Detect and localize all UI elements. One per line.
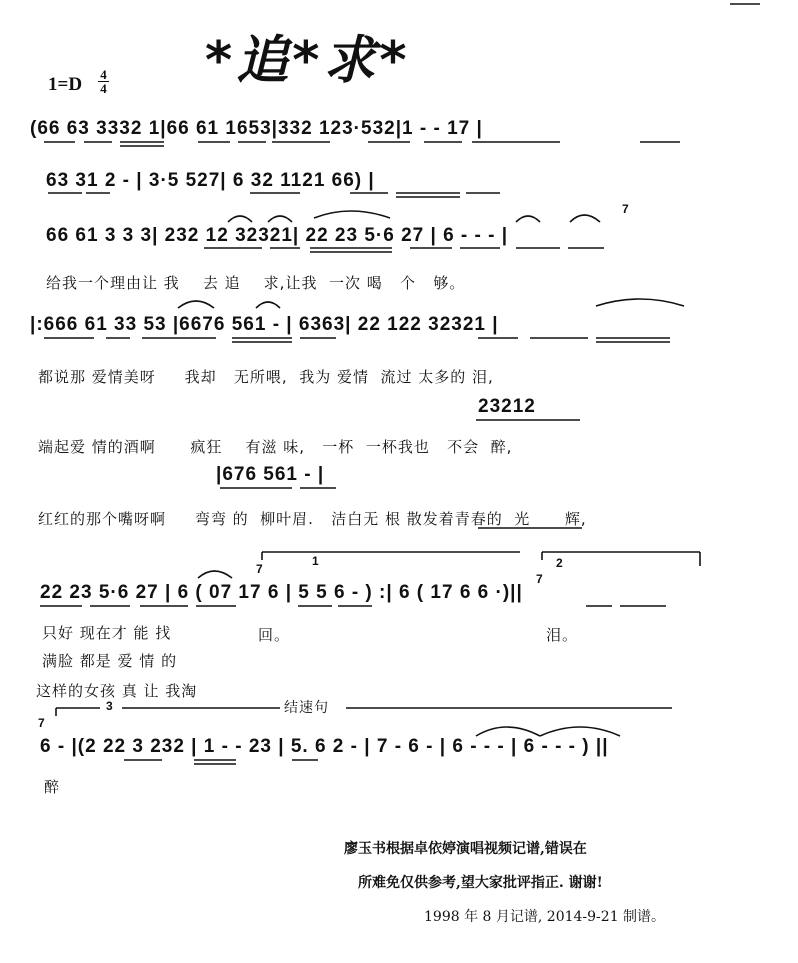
lyric-line-7: 这样的女孩 真 让 我淘 [36,682,198,700]
notation-row-7: 22 23 5·6 27 | 6 ( 07 17 6 | 5 5 6 - ) :| 6 ( 17 6 6 ·)|| [40,582,523,603]
lyric-line-5-b: 回。 [258,626,291,644]
song-title: *追*求* [205,31,411,91]
notation-row-8: 6 - |(2 22 3 232 | 1 - - 23 | 5. 6 2 - | 7 - 6 - | 6 - - - | 6 - - - ) || [40,736,609,757]
time-signature-bottom: 4 [100,81,107,96]
lyric-line-5: 只好 现在才 能 找 [42,624,172,642]
notation-alt-2: |676 561 - | [216,464,325,485]
notation-alt-1: 23212 [478,396,536,417]
credit-line-3: 1998 年 8 月记谱, 2014-9-21 制谱。 [424,909,666,925]
lyric-line-4: 红红的那个嘴呀啊 弯弯 的 柳叶眉. 洁白无 根 散发着青春的 光 辉, [38,510,587,528]
lyric-line-1: 给我一个理由让 我 去 追 求,让我 一次 喝 个 够。 [46,274,466,292]
lyric-line-2: 都说那 爱情美呀 我却 无所喂, 我为 爱情 流过 太多的 泪, [38,368,494,386]
triplet-marker: 3 [106,699,113,713]
lyric-line-6: 满脸 都是 爱 情 的 [42,652,178,670]
grace-note-3: 7 [536,572,543,586]
notation-row-4: |:666 61 33 53 |6676 561 - | 6363| 22 122 32321 | [30,314,499,335]
grace-note-2: 7 [256,562,263,576]
notation-row-1: (66 63 3332 1|66 61 1653|332 123·532|1 - - 17 | [30,118,483,139]
speedup-label: 结速句 [284,700,329,716]
credit-line-2: 所难免仅供参考,望大家批评指正. 谢谢! [358,875,603,891]
grace-note-4: 7 [38,716,45,730]
grace-note-1: 7 [622,202,629,216]
notation-row-3: 66 61 3 3 3| 232 12 32321| 22 23 5·6 27 | 6 - - - | [46,225,509,246]
key-signature: 1=D [48,74,83,95]
credit-line-1: 廖玉书根据卓依婷演唱视频记谱,错误在 [344,841,587,857]
notation-row-2: 63 31 2 - | 3·5 527| 6 32 1121 66) | [46,170,375,191]
time-signature [98,68,109,95]
volta-1-label: 1 [312,554,319,568]
volta-2-label: 2 [556,556,563,570]
lyric-line-8: 醉 [44,778,61,796]
lyric-line-3: 端起爱 情的酒啊 疯狂 有滋 味, 一杯 一杯我也 不会 醉, [38,438,513,456]
lyric-line-5-c: 泪。 [546,626,579,644]
time-signature-top: 4 [100,67,107,82]
